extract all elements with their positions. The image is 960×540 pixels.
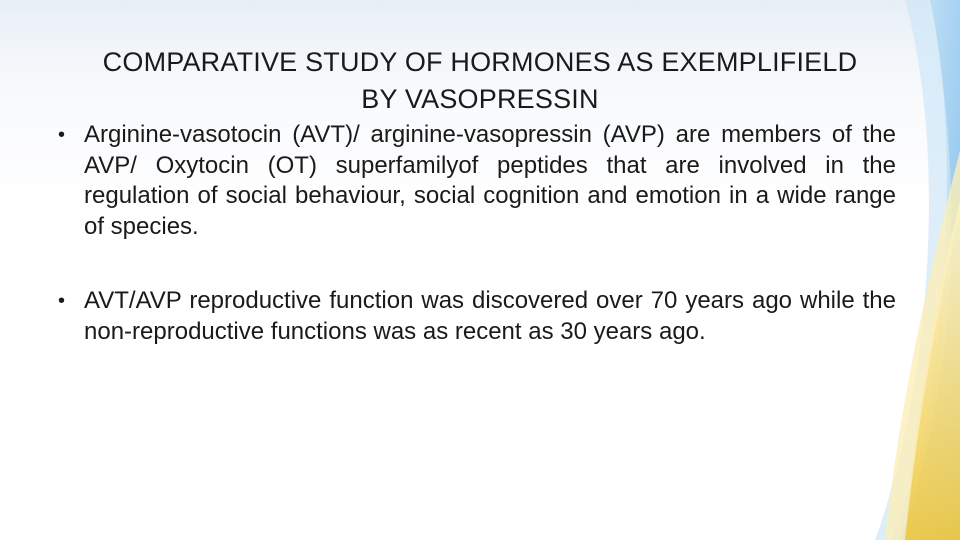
bullet-point-icon: • — [58, 290, 66, 312]
bullet-item-2 — [58, 286, 896, 347]
bullet-point-icon: • — [58, 124, 66, 146]
bullet-list — [58, 120, 896, 347]
slide-title: COMPARATIVE STUDY OF HORMONES AS EXEMPLIFIELD BY VASOPRESSIN — [102, 47, 858, 114]
bullet-text-2: AVT/AVP reproductive function was discovered over 70 years ago while the non-reproductive functions was as recent as 30 years ago. — [84, 287, 896, 345]
bullet-item-1 — [58, 120, 896, 242]
bullet-text-1: Arginine-vasotocin (AVT)/ arginine-vasopressin (AVP) are members of the AVP/ Oxytocin (OT) superfamilyof peptides that are involved in the regulation of social behaviour, social cognition and emotion in a wide range of species. — [84, 121, 896, 240]
